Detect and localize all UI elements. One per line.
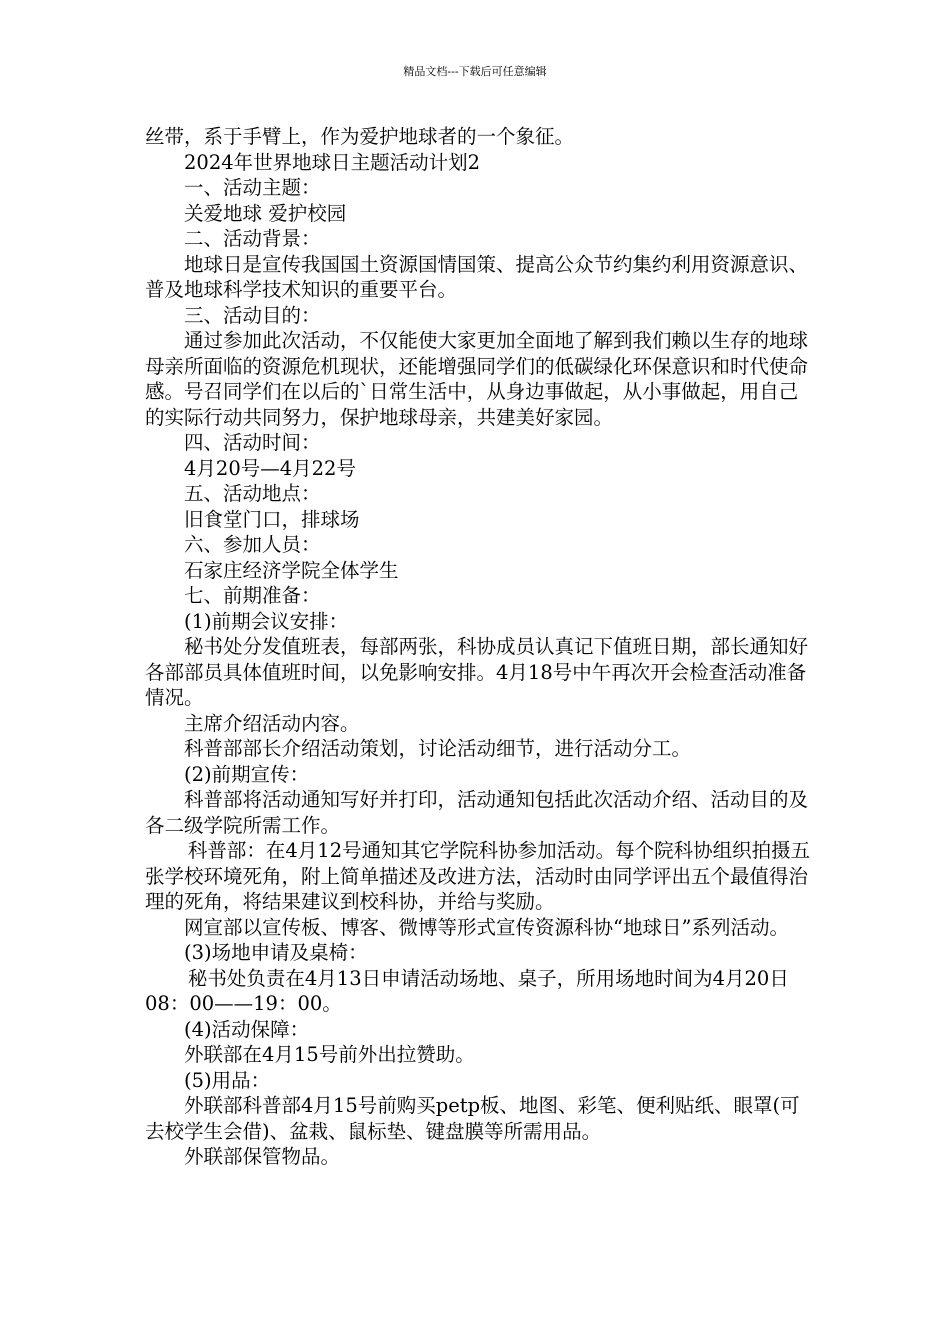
heading-time: 四、活动时间： xyxy=(184,431,321,454)
paragraph: 外联部保管物品。 xyxy=(184,1145,341,1168)
paragraph: 秘书处分发值班表，每部两张，科协成员认真记下值班日期，部长通知好各部部员具体值班时间，以免影响安排。4月18号中午再次开会检查活动准备情况。 xyxy=(145,635,809,709)
paragraph: 科普部将活动通知写好并打印，活动通知包括此次活动介绍、活动目的及各二级学院所需工作。 xyxy=(145,788,809,837)
heading-purpose: 三、活动目的： xyxy=(184,303,321,327)
heading-participants: 六、参加人员： xyxy=(184,533,321,556)
document-body xyxy=(145,124,815,1170)
heading-theme: 一、活动主题： xyxy=(184,176,321,199)
subheading: (1)前期会议安排： xyxy=(184,609,349,633)
paragraph: 外联部科普部4月15号前购买petp板、地图、彩笔、便利贴纸、眼罩(可去校学生会借)、盆栽、鼠标垫、键盘膜等所需用品。 xyxy=(145,1094,800,1143)
subheading: (3)场地申请及桌椅： xyxy=(184,941,368,964)
paragraph: 外联部在4月15号前外出拉赞助。 xyxy=(184,1043,475,1066)
paragraph: 秘书处负责在4月13日申请活动场地、桌子，所用场地时间为4月20日08：00——19：00。 xyxy=(145,966,789,1015)
paragraph: 网宣部以宣传板、博客、微博等形式宣传资源科协“地球日”系列活动。 xyxy=(184,915,789,939)
heading-background: 二、活动背景： xyxy=(184,227,321,250)
page-header: 精品文档---下载后可任意编辑 xyxy=(403,65,547,78)
paragraph: 4月20号—4月22号 xyxy=(184,456,356,480)
paragraph: 地球日是宣传我国国土资源国情国策、提高公众节约集约利用资源意识、普及地球科学技术知识的重要平台。 xyxy=(145,252,809,301)
subheading: (5)用品： xyxy=(184,1068,271,1092)
paragraph: 科普部：在4月12号通知其它学院科协参加活动。每个院科协组织拍摄五张学校环境死角，附上简单描述及改进方法，活动时由同学评出五个最值得治理的死角，将结果建议到校科协，并给与奖励。 xyxy=(145,839,811,913)
section-title: 2024年世界地球日主题活动计划2 xyxy=(184,150,481,174)
paragraph: 通过参加此次活动，不仅能使大家更加全面地了解到我们赖以生存的地球母亲所面临的资源危机现状，还能增强同学们的低碳绿化环保意识和时代使命感。号召同学们在以后的`日常生活中，从身边事做起，从小事做起，用自己的实际行动共同努力，保护地球母亲，共建美好家园。 xyxy=(145,329,809,429)
subheading: (4)活动保障： xyxy=(184,1017,310,1041)
heading-location: 五、活动地点： xyxy=(184,482,321,505)
paragraph: 旧食堂门口，排球场 xyxy=(184,507,360,531)
heading-preparation: 七、前期准备： xyxy=(184,584,321,607)
paragraph: 关爱地球 爱护校园 xyxy=(184,201,347,225)
paragraph: 主席介绍活动内容。 xyxy=(184,711,360,735)
paragraph: 科普部部长介绍活动策划，讨论活动细节，进行活动分工。 xyxy=(184,737,692,760)
subheading: (2)前期宣传： xyxy=(184,762,310,786)
paragraph: 丝带，系于手臂上，作为爱护地球者的一个象征。 xyxy=(145,125,575,148)
paragraph: 石家庄经济学院全体学生 xyxy=(184,558,399,582)
